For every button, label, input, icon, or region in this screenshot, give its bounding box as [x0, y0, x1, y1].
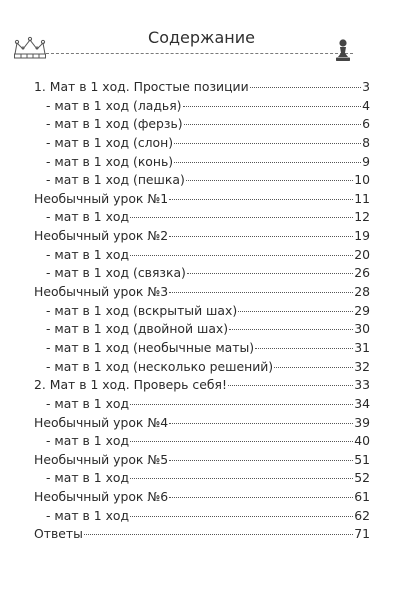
toc-entry-title: - мат в 1 ход (вскрытый шах): [46, 302, 238, 318]
toc-entry-title: - мат в 1 ход (слон): [46, 134, 174, 150]
dot-leader: [228, 384, 353, 386]
toc-entry-page: 20: [354, 246, 370, 262]
toc-entry: [34, 395, 370, 414]
toc-entry-page: 12: [354, 209, 370, 225]
toc-entry-page: 34: [354, 395, 370, 411]
toc-entry-page: 11: [354, 190, 370, 206]
dot-leader: [130, 440, 353, 442]
dot-leader: [130, 403, 353, 405]
toc-entry-page: 61: [354, 489, 370, 505]
page-title: Содержание: [148, 28, 255, 47]
toc-entry-page: 40: [354, 433, 370, 449]
toc-entry-page: 30: [354, 321, 370, 337]
toc-entry: [34, 469, 370, 488]
toc-entry: [34, 525, 370, 544]
toc-entry: [34, 320, 370, 339]
toc-entry: [34, 339, 370, 358]
dot-leader: [187, 272, 353, 274]
dot-leader: [169, 235, 353, 237]
toc-entry-title: Необычный урок №4: [34, 414, 169, 430]
dot-leader: [250, 86, 361, 88]
toc-entry-page: 9: [362, 153, 370, 169]
toc-entry: [34, 208, 370, 227]
toc-entry-title: - мат в 1 ход: [46, 433, 130, 449]
toc-entry-page: 32: [354, 358, 370, 374]
toc-entry: [34, 246, 370, 265]
toc-entry-title: Необычный урок №6: [34, 489, 169, 505]
dot-leader: [174, 161, 361, 163]
dot-leader: [255, 347, 353, 349]
toc-entry-title: - мат в 1 ход (пешка): [46, 172, 185, 188]
toc-entry-title: - мат в 1 ход (ладья): [46, 97, 182, 113]
toc-entry: [34, 227, 370, 246]
dot-leader: [238, 310, 353, 312]
toc-entry-title: Необычный урок №1: [34, 190, 169, 206]
dot-leader: [186, 179, 353, 181]
dot-leader: [130, 515, 353, 517]
toc-entry-title: Необычный урок №3: [34, 284, 169, 300]
dot-leader: [169, 459, 353, 461]
toc-entry-page: 31: [354, 339, 370, 355]
toc-entry: [34, 376, 370, 395]
toc-entry: [34, 264, 370, 283]
toc-entry-title: - мат в 1 ход: [46, 209, 130, 225]
toc-entry: [34, 115, 370, 134]
toc-entry-page: 51: [354, 451, 370, 467]
toc-entry-page: 71: [354, 526, 370, 542]
dot-leader: [184, 123, 361, 125]
toc-entry: [34, 190, 370, 209]
toc-entry: [34, 432, 370, 451]
header-divider: [46, 53, 353, 54]
dot-leader: [130, 216, 353, 218]
toc-entry: [34, 358, 370, 377]
toc-entry: [34, 171, 370, 190]
toc-entry-title: - мат в 1 ход: [46, 395, 130, 411]
dot-leader: [130, 477, 353, 479]
toc-entry-title: Необычный урок №2: [34, 228, 169, 244]
toc-entry-title: - мат в 1 ход (связка): [46, 265, 186, 281]
toc-entry-page: 4: [362, 97, 370, 113]
dot-leader: [229, 328, 353, 330]
toc-entry: [34, 488, 370, 507]
toc-entry-page: 26: [354, 265, 370, 281]
toc-entry-page: 39: [354, 414, 370, 430]
toc-entry: [34, 97, 370, 116]
toc-entry: [34, 153, 370, 172]
toc-entry-page: 8: [362, 134, 370, 150]
dot-leader: [169, 291, 353, 293]
toc-entry-title: - мат в 1 ход (конь): [46, 153, 174, 169]
page-header: [0, 20, 403, 68]
toc-entry-page: 6: [362, 116, 370, 132]
table-of-contents: [34, 78, 370, 544]
toc-entry: [34, 78, 370, 97]
toc-entry-title: 1. Мат в 1 ход. Простые позиции: [34, 79, 249, 94]
toc-entry-page: 3: [362, 79, 370, 94]
toc-entry-page: 19: [354, 228, 370, 244]
dot-leader: [174, 142, 361, 144]
toc-entry-title: - мат в 1 ход (несколько решений): [46, 358, 274, 374]
toc-entry: [34, 414, 370, 433]
toc-entry-page: 52: [354, 470, 370, 486]
dot-leader: [169, 198, 353, 200]
dot-leader: [274, 366, 353, 368]
toc-entry-page: 29: [354, 302, 370, 318]
toc-entry-title: - мат в 1 ход (ферзь): [46, 116, 183, 132]
dot-leader: [183, 105, 362, 107]
toc-entry-title: - мат в 1 ход: [46, 470, 130, 486]
toc-entry-title: 2. Мат в 1 ход. Проверь себя!: [34, 377, 227, 393]
toc-entry: [34, 283, 370, 302]
dot-leader: [169, 496, 353, 498]
toc-entry-page: 10: [354, 172, 370, 188]
toc-entry: [34, 302, 370, 321]
toc-entry-page: 33: [354, 377, 370, 393]
toc-entry-title: Необычный урок №5: [34, 451, 169, 467]
toc-entry-title: - мат в 1 ход (двойной шах): [46, 321, 229, 337]
dot-leader: [169, 422, 353, 424]
pawn-icon: [334, 38, 352, 62]
toc-entry-page: 62: [354, 507, 370, 523]
toc-entry-title: - мат в 1 ход: [46, 246, 130, 262]
toc-entry: [34, 451, 370, 470]
toc-entry-page: 28: [354, 284, 370, 300]
dot-leader: [84, 533, 353, 535]
toc-entry-title: Ответы: [34, 526, 83, 542]
dot-leader: [130, 254, 353, 256]
toc-entry-title: - мат в 1 ход: [46, 507, 130, 523]
toc-entry: [34, 134, 370, 153]
toc-entry: [34, 507, 370, 526]
toc-entry-title: - мат в 1 ход (необычные маты): [46, 339, 255, 355]
